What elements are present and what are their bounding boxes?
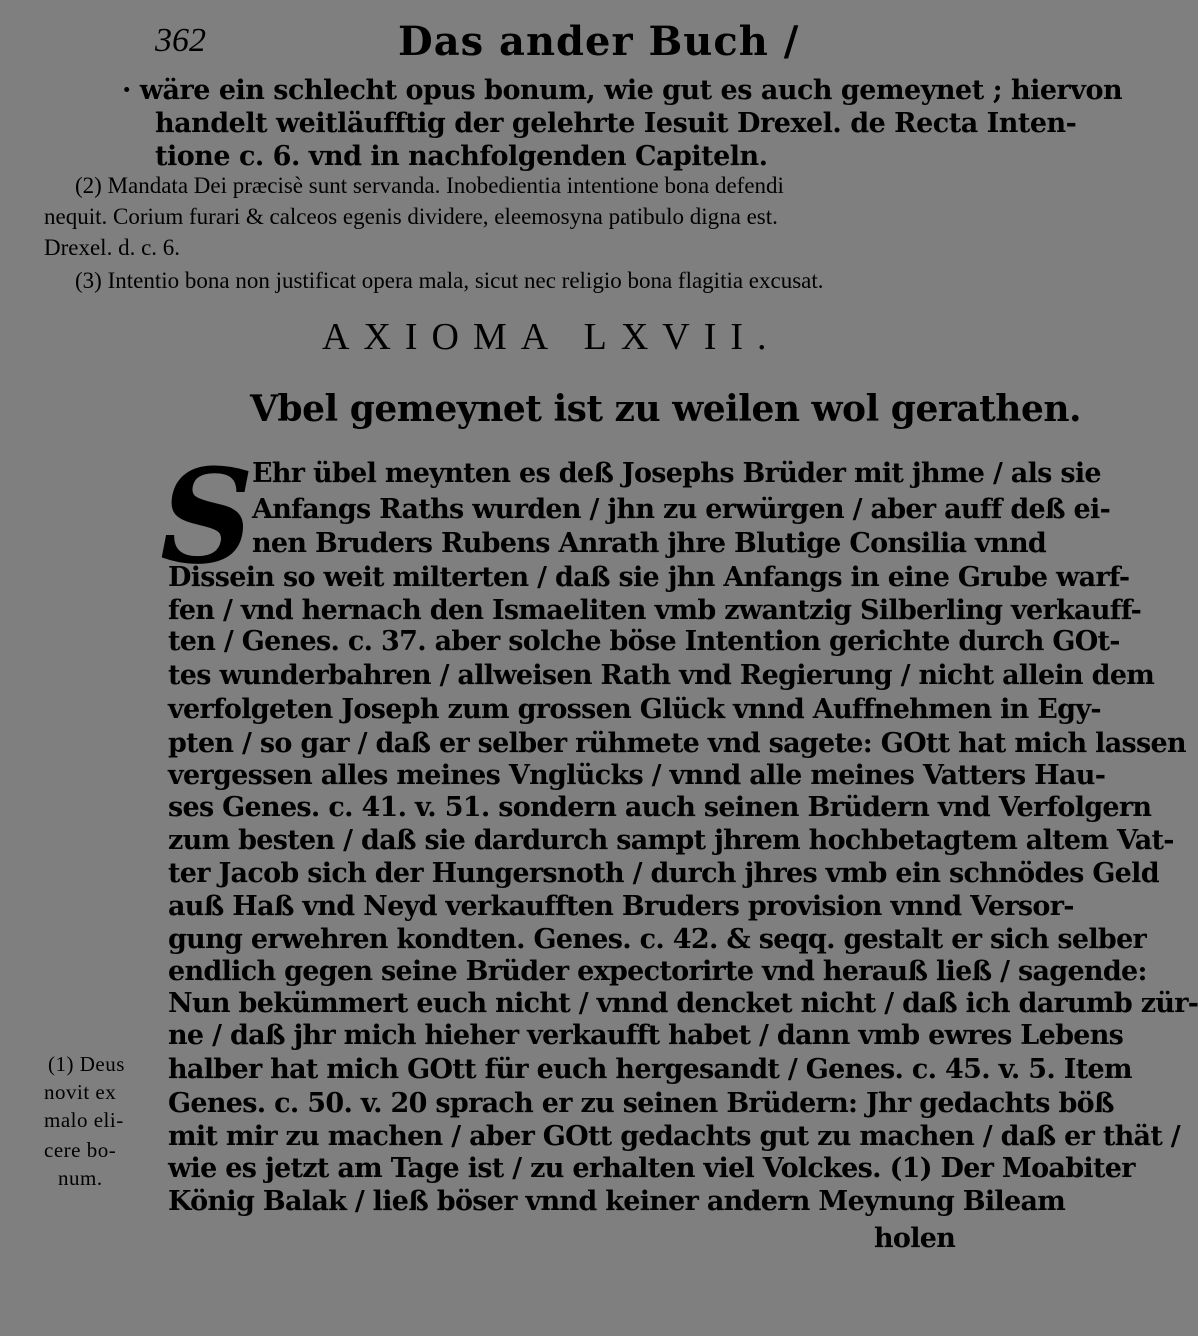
body-line: ses Genes. c. 41. v. 51. sondern auch seinen Brüdern vnd Verfolgern	[168, 792, 1152, 823]
body-line: endlich gegen seine Brüder expectorirte vnd herauß ließ / sagende:	[168, 956, 1147, 987]
body-line: gung erwehren kondten. Genes. c. 42. & seqq. gestalt er sich selber	[168, 924, 1147, 955]
body-line: fen / vnd hernach den Ismaeliten vmb zwantzig Silberling verkauff-	[168, 595, 1142, 626]
page-number: 362	[155, 22, 206, 59]
body-line: ne / daß jhr mich hieher verkaufft habet / dann vmb ewres Lebens	[168, 1020, 1124, 1051]
body-line: Nun bekümmert euch nicht / vnnd dencket nicht / daß ich darumb zür-	[168, 988, 1198, 1019]
footnote-line: (2) Mandata Dei præcisè sunt servanda. Inobedientia intentione bona defendi	[75, 173, 784, 198]
running-head: Das ander Buch /	[398, 18, 800, 65]
body-line: mit mir zu machen / aber GOtt gedachts gut zu machen / daß er thät /	[168, 1121, 1180, 1152]
section-heading: AXIOMA LXVII.	[322, 316, 781, 358]
body-line: tes wunderbahren / allweisen Rath vnd Regierung / nicht allein dem	[168, 660, 1155, 691]
margin-note-line: cere bo-	[44, 1138, 117, 1162]
body-line: zum besten / daß sie dardurch sampt jhrem hochbetagtem altem Vat-	[168, 825, 1174, 856]
body-line: vergessen alles meines Vnglücks / vnnd alle meines Vatters Hau-	[168, 760, 1106, 791]
body-line: Dissein so weit milterten / daß sie jhn Anfangs in eine Grube warf-	[168, 562, 1130, 593]
body-line: wie es jetzt am Tage ist / zu erhalten viel Volckes. (1) Der Moabiter	[168, 1153, 1135, 1184]
margin-note-line: num.	[58, 1166, 103, 1190]
body-line: Anfangs Raths wurden / jhn zu erwürgen / aber auff deß ei-	[252, 494, 1111, 525]
footnote-line: (3) Intentio bona non justificat opera mala, sicut nec religio bona flagitia excusat.	[75, 268, 824, 293]
catchword: holen	[874, 1223, 956, 1254]
body-line: Ehr übel meynten es deß Josephs Brüder mit jhme / als sie	[252, 458, 1101, 489]
footnote-line: Drexel. d. c. 6.	[44, 235, 181, 260]
body-line: verfolgeten Joseph zum grossen Glück vnnd Auffnehmen in Egy-	[168, 694, 1101, 725]
body-line: auß Haß vnd Neyd verkaufften Bruders provision vnnd Versor-	[168, 891, 1074, 922]
margin-note-line: (1) Deus	[48, 1052, 125, 1076]
body-line: ter Jacob sich der Hungersnoth / durch jhres vmb ein schnödes Geld	[168, 858, 1159, 889]
margin-note-line: novit ex	[44, 1080, 117, 1104]
top-line: · wäre ein schlecht opus bonum, wie gut es auch gemeynet ; hiervon	[122, 75, 1123, 106]
footnote-line: nequit. Corium furari & calceos egenis dividere, eleemosyna patibulo digna est.	[44, 204, 778, 229]
body-line: halber hat mich GOtt für euch hergesandt / Genes. c. 45. v. 5. Item	[168, 1054, 1132, 1085]
drop-cap: S	[160, 440, 254, 593]
margin-note-line: malo eli-	[44, 1108, 124, 1132]
body-line: ten / Genes. c. 37. aber solche böse Intention gerichte durch GOt-	[168, 626, 1120, 657]
body-line: König Balak / ließ böser vnnd keiner andern Meynung Bileam	[168, 1186, 1066, 1217]
body-line: nen Bruders Rubens Anrath jhre Blutige Consilia vnnd	[252, 528, 1047, 559]
section-subheading: Vbel gemeynet ist zu weilen wol gerathen.	[250, 388, 1082, 430]
body-line: pten / so gar / daß er selber rühmete vnd sagete: GOtt hat mich lassen	[168, 728, 1186, 759]
body-line: Genes. c. 50. v. 20 sprach er zu seinen Brüdern: Jhr gedachts böß	[168, 1088, 1114, 1119]
top-line: handelt weitläufftig der gelehrte Iesuit Drexel. de Recta Inten-	[155, 108, 1077, 139]
top-line: tione c. 6. vnd in nachfolgenden Capiteln.	[155, 141, 768, 172]
